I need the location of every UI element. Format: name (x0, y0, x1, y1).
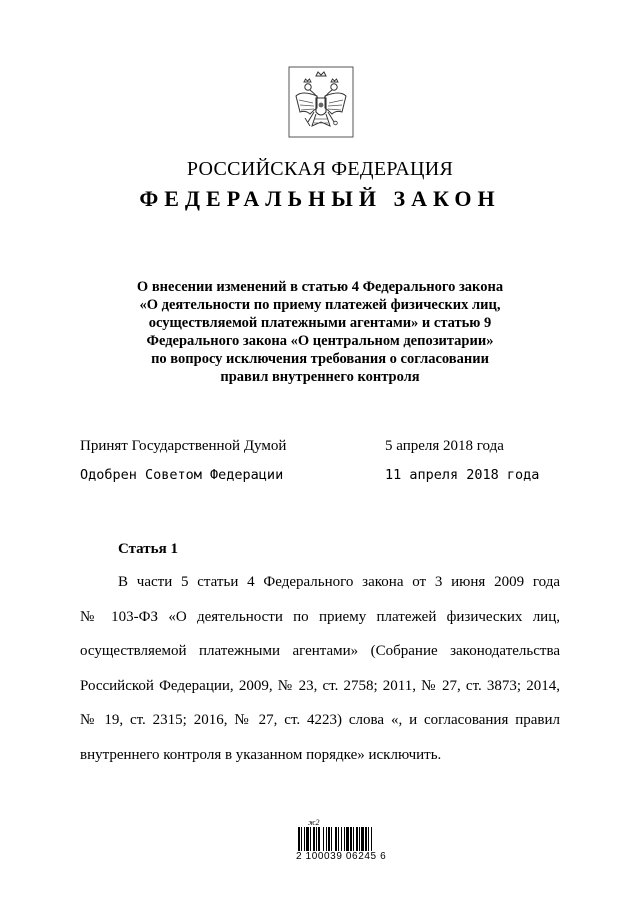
approved-by-council-label: Одобрен Советом Федерации (80, 467, 284, 483)
article-body-line: осуществляемой платежными агентами» (Собрание законодательства (80, 643, 560, 659)
barcode-bar (338, 827, 339, 851)
barcode-bar (326, 827, 327, 851)
barcode-bar (346, 827, 349, 851)
article-body-line: № 103-ФЗ «О деятельности по приему платежей физических лиц, (80, 608, 560, 625)
barcode-bar (313, 827, 315, 851)
barcode-bar (361, 827, 364, 851)
approved-by-council-date: 11 апреля 2018 года (385, 467, 540, 483)
article-body-line: В части 5 статьи 4 Федерального закона от 3 июня 2009 года (118, 574, 560, 590)
barcode-bar (304, 827, 305, 851)
law-title-line: правил внутреннего контроля (220, 369, 420, 385)
adopted-by-duma-date: 5 апреля 2018 года (385, 438, 504, 454)
country-name: РОССИЙСКАЯ ФЕДЕРАЦИЯ (186, 158, 454, 180)
barcode-bar (341, 827, 342, 851)
article-body-line: № 19, ст. 2315; 2016, № 27, ст. 4223) слова «, и согласования правил (80, 712, 560, 728)
barcode-bar (310, 827, 311, 851)
law-title (100, 278, 540, 386)
barcode-bar (301, 827, 302, 851)
barcode-bar (331, 827, 332, 851)
coat-of-arms-emblem-icon (288, 66, 354, 138)
barcode-bar (353, 827, 354, 851)
barcode-bar (350, 827, 352, 851)
barcode-bar (356, 827, 358, 851)
barcode-bar (365, 827, 367, 851)
barcode-bar (316, 827, 317, 851)
article-body-line: Российской Федерации, 2009, № 23, ст. 2758; 2011, № 27, ст. 3873; 2014, (80, 677, 560, 694)
law-title-line: О внесении изменений в статью 4 Федерального закона (136, 279, 504, 295)
barcode-number: 2 100039 06245 6 (296, 851, 387, 862)
barcode-bar (323, 827, 324, 851)
adopted-by-duma-label: Принят Государственной Думой (80, 438, 287, 454)
law-title-line: Федерального закона «О центральном депозитарии» (146, 333, 494, 349)
article-title: Статья 1 (118, 541, 178, 557)
barcode-bar (306, 827, 309, 851)
article-body (80, 570, 560, 777)
barcode-bar (371, 827, 372, 851)
barcode-bar (359, 827, 360, 851)
barcode-bar (335, 827, 337, 851)
article-body-line: внутреннего контроля в указанном порядке» исключить. (80, 746, 442, 763)
document-type: ФЕДЕРАЛЬНЫЙ ЗАКОН (139, 186, 501, 211)
barcode-bar (368, 827, 369, 851)
barcode-bar (328, 827, 330, 851)
barcode-bar (318, 827, 320, 851)
barcode-bar (344, 827, 345, 851)
law-title-line: по вопросу исключения требования о согласовании (151, 351, 489, 367)
barcode-mark: ж2 (308, 818, 320, 827)
barcode-bar (298, 827, 300, 851)
law-title-line: осуществляемой платежными агентами» и статью 9 (148, 315, 492, 331)
law-title-line: «О деятельности по приему платежей физических лиц, (139, 297, 501, 313)
